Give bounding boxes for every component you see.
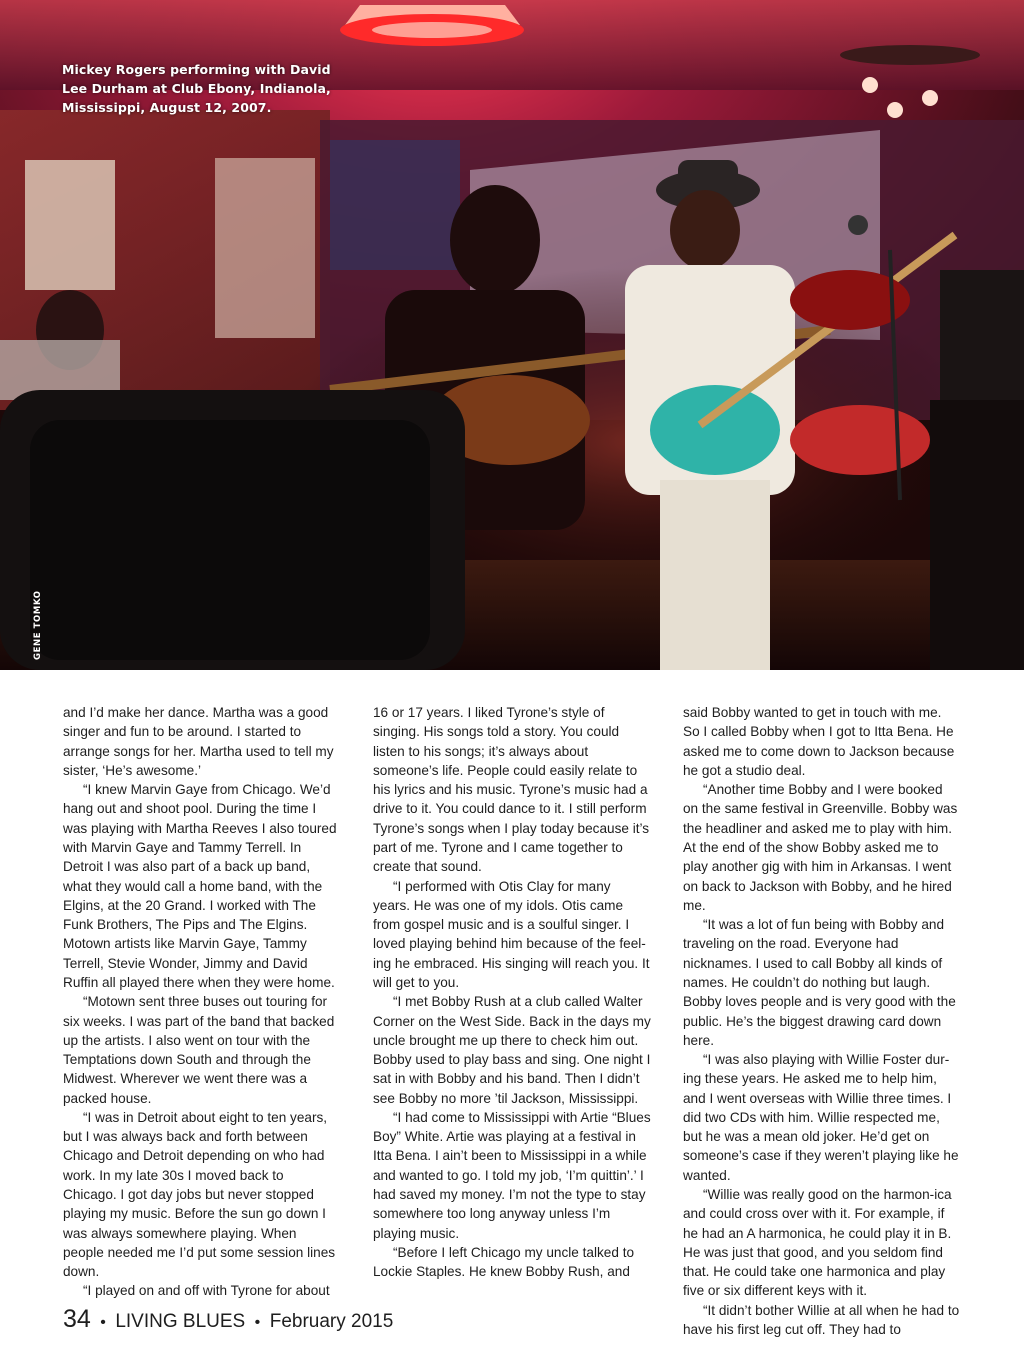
article-column-1 [63,703,341,1301]
page-number: 34 [63,1305,91,1333]
paragraph: “I was also playing with Willie Foster dur-ing these years. He asked me to help him, and I went overseas with Willie three times. I did two CDs with him. Willie respected me, but he was a mean old joker. He’d get on someone’s case if they weren’t playing like he wanted. [683,1052,959,1183]
paragraph: “Motown sent three buses out touring for six weeks. I was part of the band that backed up the artists. I also went on tour with the Temptations down South and through the Midwest. Wherever we went there was a packed house. [63,994,335,1106]
paragraph: “I was in Detroit about eight to ten years, but I was always back and forth between Chicago and Detroit depending on who had work. In my late 30s I moved back to Chicago. I got day jobs but never stopped playing my music. Before the sun go down I was always somewhere playing. When people needed me I’d put some session lines down. [63,1109,336,1280]
photo-credit: GENE TOMKO [33,590,43,660]
article-column-2 [373,703,651,1281]
paragraph: “Before I left Chicago my uncle talked to Lockie Staples. He knew Bobby Rush, and [373,1244,635,1280]
bullet-separator: • [100,1314,106,1331]
paragraph: 16 or 17 years. I liked Tyrone’s style of singing. His songs told a story. You could listen to his songs; it’s always about someone’s life. People could easily relate to his lyrics and his music. Tyrone’s music had a drive to it. You could dance to it. I still perform Tyrone’s songs when I play today because it’s part of me. Tyrone and I came together to create that sound. [373,705,650,875]
article-column-3 [683,703,961,1339]
paragraph: “Willie was really good on the harmon-ica and could cross over with it. For example, if he had an A harmonica, he could play it in B. He was just that good, and you seldom find that. He could take one harmonica and play five or six different keys with it. [683,1187,952,1299]
paragraph: “I performed with Otis Clay for many years. He was one of my idols. Otis came from gospel music and is a soulful singer. I loved playing behind him because of the feel-ing he embraced. His singing will reach you. It will get to you. [373,878,650,990]
photo-caption: Mickey Rogers performing with David Lee Durham at Club Ebony, Indianola, Mississippi, August 12, 2007. [62,62,331,115]
bullet-separator: • [254,1314,261,1331]
page-footer [63,1305,393,1334]
paragraph: “It was a lot of fun being with Bobby and traveling on the road. Everyone had nicknames. I used to call Bobby all kinds of names. He couldn’t do nothing but laugh. Bobby loves people and is very good with the public. He’s the biggest drawing card down here. [683,917,956,1048]
magazine-name: LIVING BLUES [115,1311,246,1332]
paragraph: “I met Bobby Rush at a club called Walter Corner on the West Side. Back in the days my uncle brought me up there to check him out. Bobby used to play bass and sing. One night I sat in with Bobby and his band. Then I didn’t see Bobby no more ’til Jackson, Mississippi. [373,994,651,1106]
paragraph: “Another time Bobby and I were booked on the same festival in Greenville. Bobby was the headliner and asked me to play with him. At the end of the show Bobby asked me to play another gig with him in Arkansas. I went on back to Jackson with Bobby, and he hired me. [683,782,958,913]
paragraph: said Bobby wanted to get in touch with me. So I called Bobby when I got to Itta Bena. He asked me to come down to Jackson because he got a studio deal. [683,705,955,778]
paragraph: and I’d make her dance. Martha was a good singer and fun to be around. I started to arrange songs for her. Martha used to tell my sister, ‘He’s awesome.’ [63,705,334,778]
issue-date: February 2015 [269,1311,394,1332]
paragraph: “I had come to Mississippi with Artie “Blues Boy” White. Artie was playing at a festival in Itta Bena. I ain’t been to Mississippi in a while and wanted to go. I told my job, ‘I’m quittin’.’ I had saved my money. I’m not the type to stay somewhere too long anyway unless I’m playing music. [373,1109,651,1241]
concert-photo [0,0,1024,670]
paragraph: “It didn’t bother Willie at all when he had to have his first leg cut off. They had to [683,1302,960,1337]
paragraph: “I played on and off with Tyrone for about [83,1283,330,1299]
poster-homecoming [25,160,115,290]
paragraph: “I knew Marvin Gaye from Chicago. We’d hang out and shoot pool. During the time I was playing with Martha Reeves I also toured with Marvin Gaye and Tammy Terrell. In Detroit I was also part of a back up band, what they would call a home band, with the Elgins, at the 20 Grand. I worked with The Funk Brothers, The Pips and The Elgins. Motown artists like Marvin Gaye, Tammy Terrell, Stevie Wonder, Jimmy and David Ruffin all played there when they were home. [63,782,337,990]
